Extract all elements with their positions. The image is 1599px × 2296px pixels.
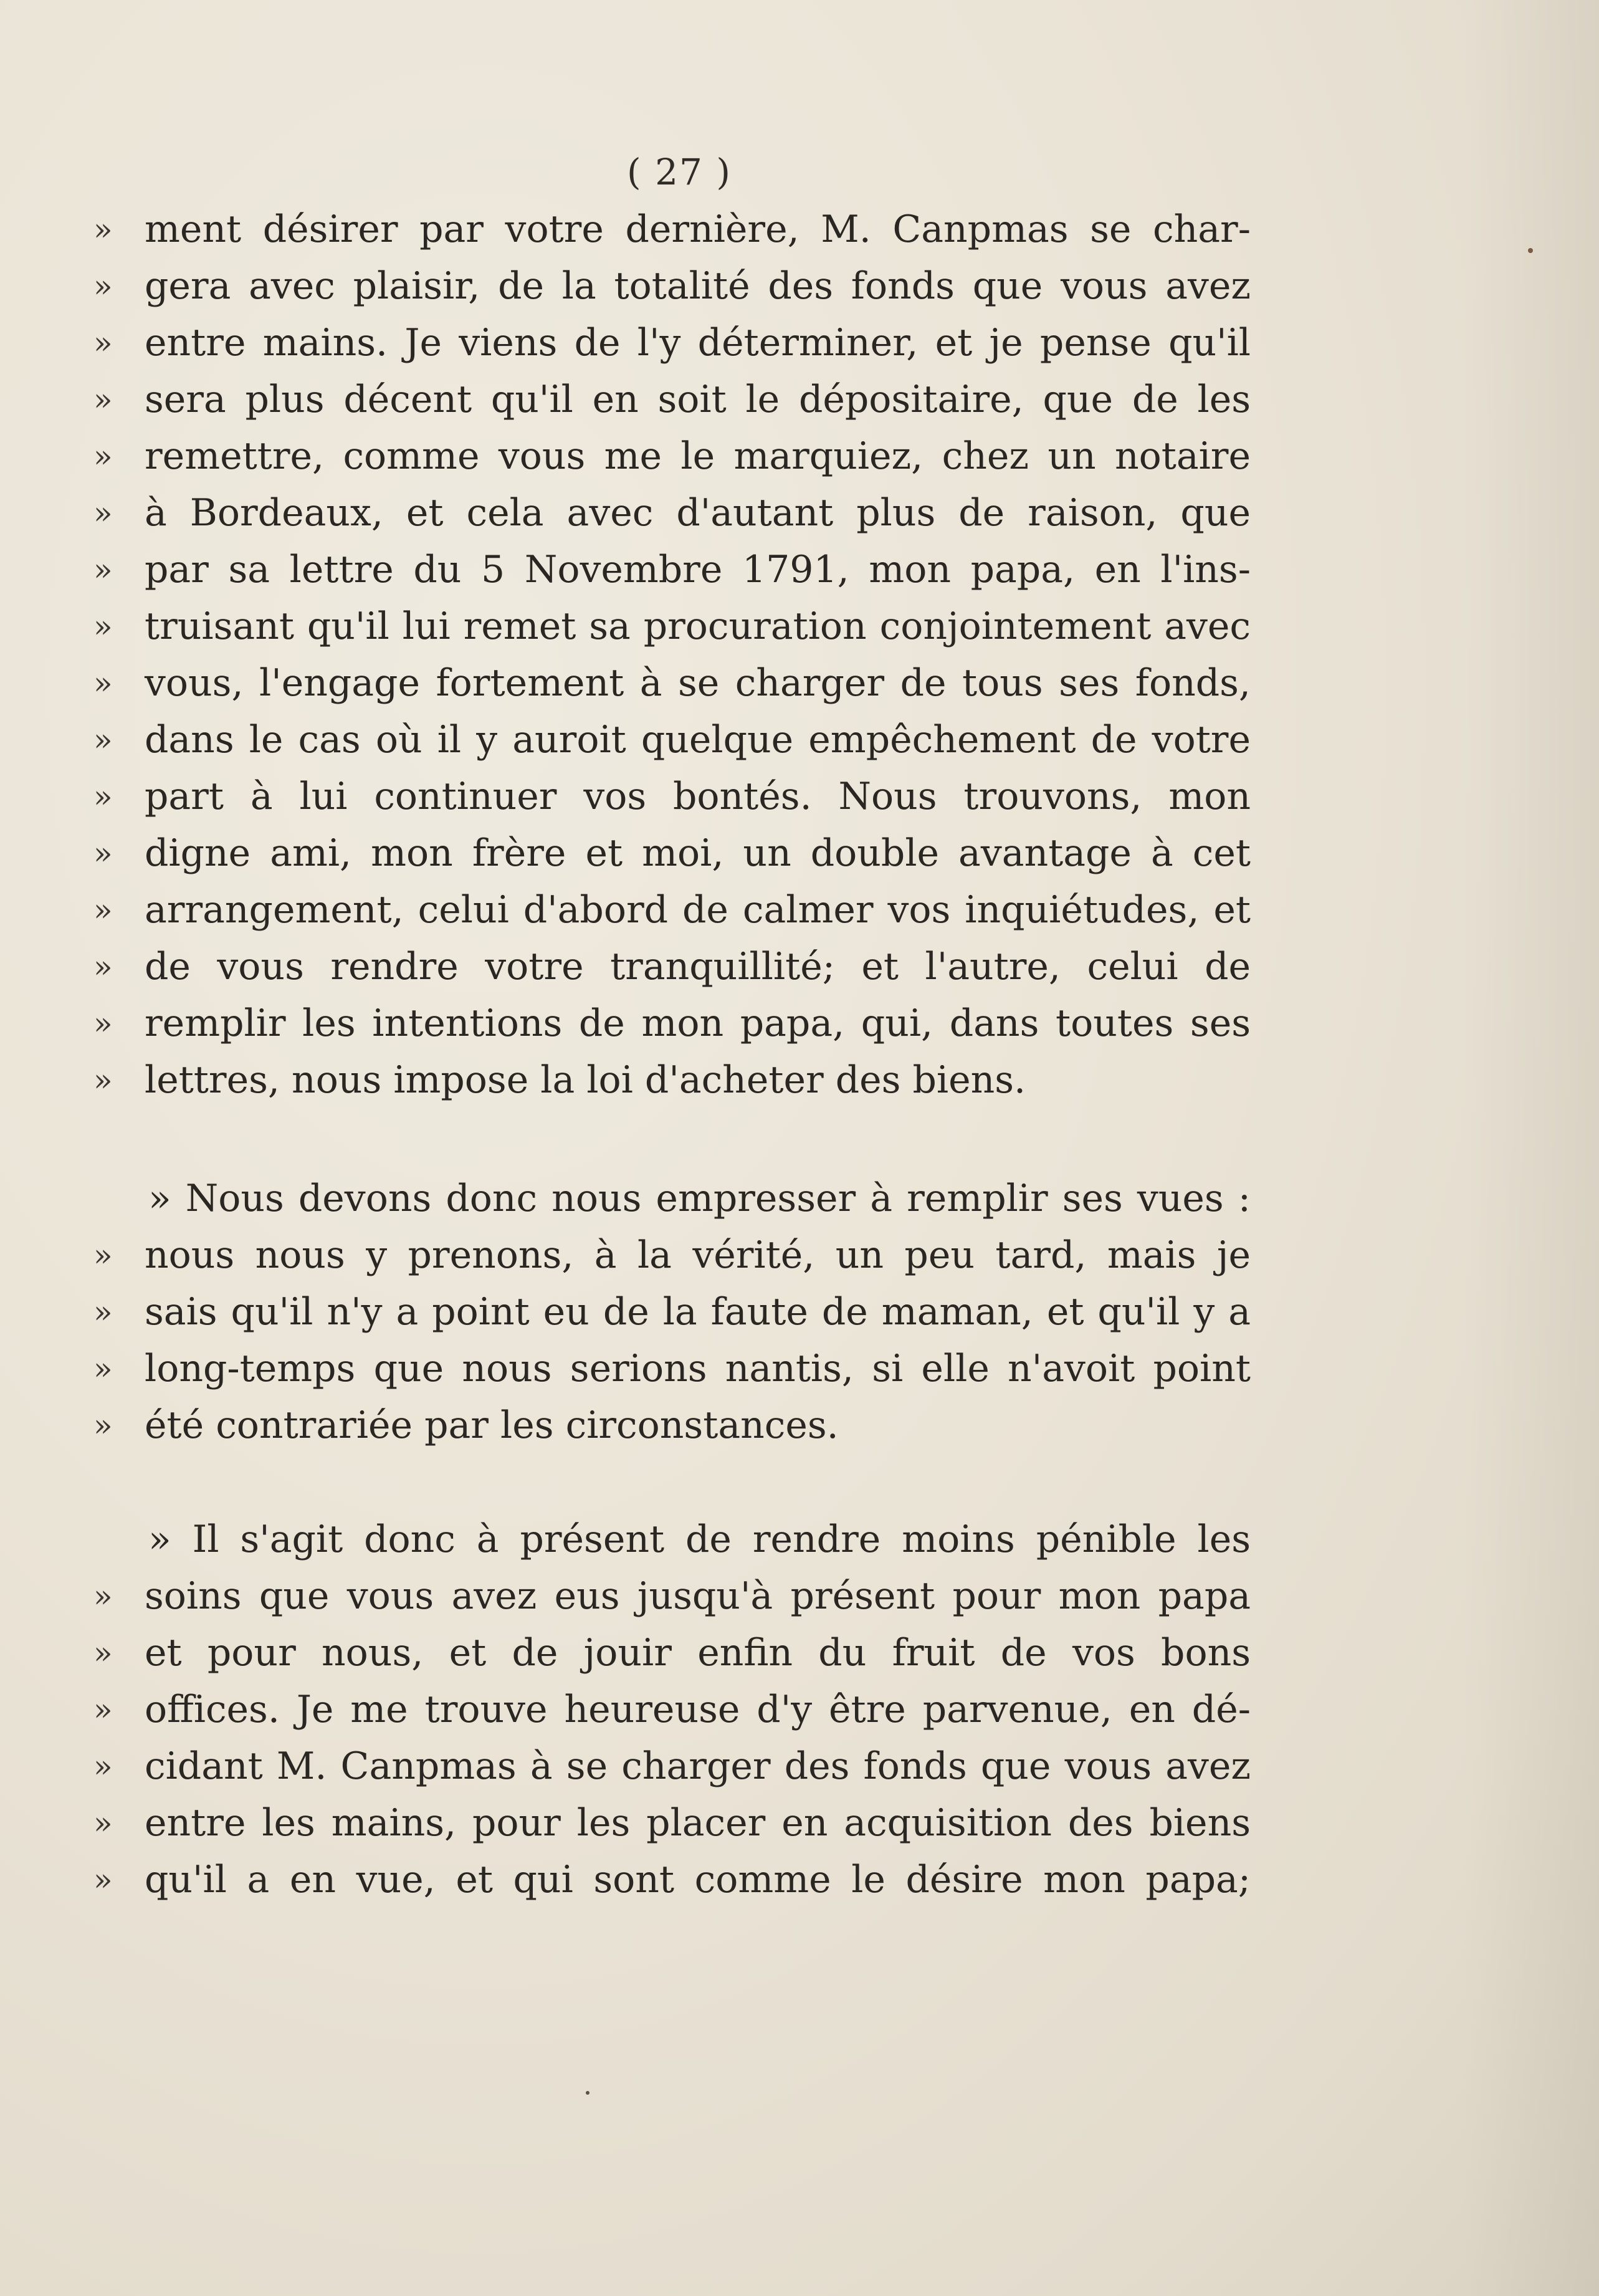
quote-mark: » — [93, 778, 113, 815]
page-number: ( 27 ) — [627, 151, 732, 193]
text-line: ment désirer par votre dernière, M. Canpmas se char- — [145, 208, 1251, 251]
text-line: cidant M. Canpmas à se charger des fonds que vous avez — [145, 1744, 1251, 1788]
text-line: et pour nous, et de jouir enfin du fruit de vos bons — [145, 1631, 1251, 1675]
quote-mark: » — [93, 1237, 113, 1273]
text-line: soins que vous avez eus jusqu'à présent pour mon papa — [145, 1574, 1251, 1618]
paper-speck — [1528, 248, 1533, 253]
text-line: truisant qu'il lui remet sa procuration conjointement avec — [145, 605, 1251, 648]
text-line: entre les mains, pour les placer en acquisition des biens — [145, 1801, 1251, 1845]
quote-mark: » — [93, 1351, 113, 1387]
text-line: long-temps que nous serions nantis, si elle n'avoit point — [145, 1347, 1251, 1390]
quote-mark: » — [93, 268, 113, 304]
text-line: » Nous devons donc nous empresser à remplir ses vues : — [148, 1177, 1251, 1220]
quote-mark: » — [93, 1862, 113, 1898]
quote-mark: » — [93, 1691, 113, 1728]
text-line: digne ami, mon frère et moi, un double avantage à cet — [145, 831, 1251, 875]
text-line: remettre, comme vous me le marquiez, chez un notaire — [145, 434, 1251, 478]
text-line: de vous rendre votre tranquillité; et l'autre, celui de — [145, 945, 1251, 988]
quote-mark: » — [93, 608, 113, 644]
quote-mark: » — [93, 892, 113, 928]
text-line: dans le cas où il y auroit quelque empêchement de votre — [145, 718, 1251, 762]
quote-mark: » — [93, 438, 113, 474]
quote-mark: » — [93, 1578, 113, 1614]
text-line: sais qu'il n'y a point eu de la faute de maman, et qu'il y a — [145, 1290, 1251, 1334]
text-line: offices. Je me trouve heureuse d'y être parvenue, en dé- — [145, 1688, 1251, 1731]
quote-mark: » — [93, 1005, 113, 1041]
quote-mark: » — [93, 1748, 113, 1784]
text-line: nous nous y prenons, à la vérité, un peu tard, mais je — [145, 1233, 1251, 1277]
paper-speck — [586, 2091, 589, 2095]
text-line: par sa lettre du 5 Novembre 1791, mon papa, en l'ins- — [145, 548, 1251, 591]
text-line: gera avec plaisir, de la totalité des fonds que vous avez — [145, 264, 1251, 308]
quote-mark: » — [93, 665, 113, 701]
quote-mark: » — [93, 495, 113, 531]
text-line: remplir les intentions de mon papa, qui, dans toutes ses — [145, 1002, 1251, 1045]
quote-mark: » — [93, 1294, 113, 1330]
quote-mark: » — [93, 722, 113, 758]
text-line: entre mains. Je viens de l'y déterminer, et je pense qu'il — [145, 321, 1251, 365]
quote-mark: » — [93, 1062, 113, 1098]
quote-mark: » — [93, 381, 113, 418]
page-edge-shadow — [1462, 0, 1599, 2296]
text-line: arrangement, celui d'abord de calmer vos inquiétudes, et — [145, 888, 1251, 932]
text-line: à Bordeaux, et cela avec d'autant plus de raison, que — [145, 491, 1251, 535]
quote-mark: » — [93, 1407, 113, 1443]
quote-mark: » — [93, 1805, 113, 1841]
text-line: été contrariée par les circonstances. — [145, 1404, 839, 1447]
text-line: part à lui continuer vos bontés. Nous trouvons, mon — [145, 775, 1251, 818]
quote-mark: » — [93, 325, 113, 361]
text-line: sera plus décent qu'il en soit le dépositaire, que de les — [145, 378, 1251, 421]
quote-mark: » — [93, 1635, 113, 1671]
quote-mark: » — [93, 552, 113, 588]
quote-mark: » — [93, 835, 113, 871]
text-line: qu'il a en vue, et qui sont comme le désire mon papa; — [145, 1858, 1251, 1901]
text-line: lettres, nous impose la loi d'acheter des biens. — [145, 1058, 1026, 1102]
quote-mark: » — [93, 211, 113, 247]
text-line: » Il s'agit donc à présent de rendre moins pénible les — [148, 1518, 1251, 1561]
text-line: vous, l'engage fortement à se charger de tous ses fonds, — [145, 661, 1251, 705]
quote-mark: » — [93, 949, 113, 985]
